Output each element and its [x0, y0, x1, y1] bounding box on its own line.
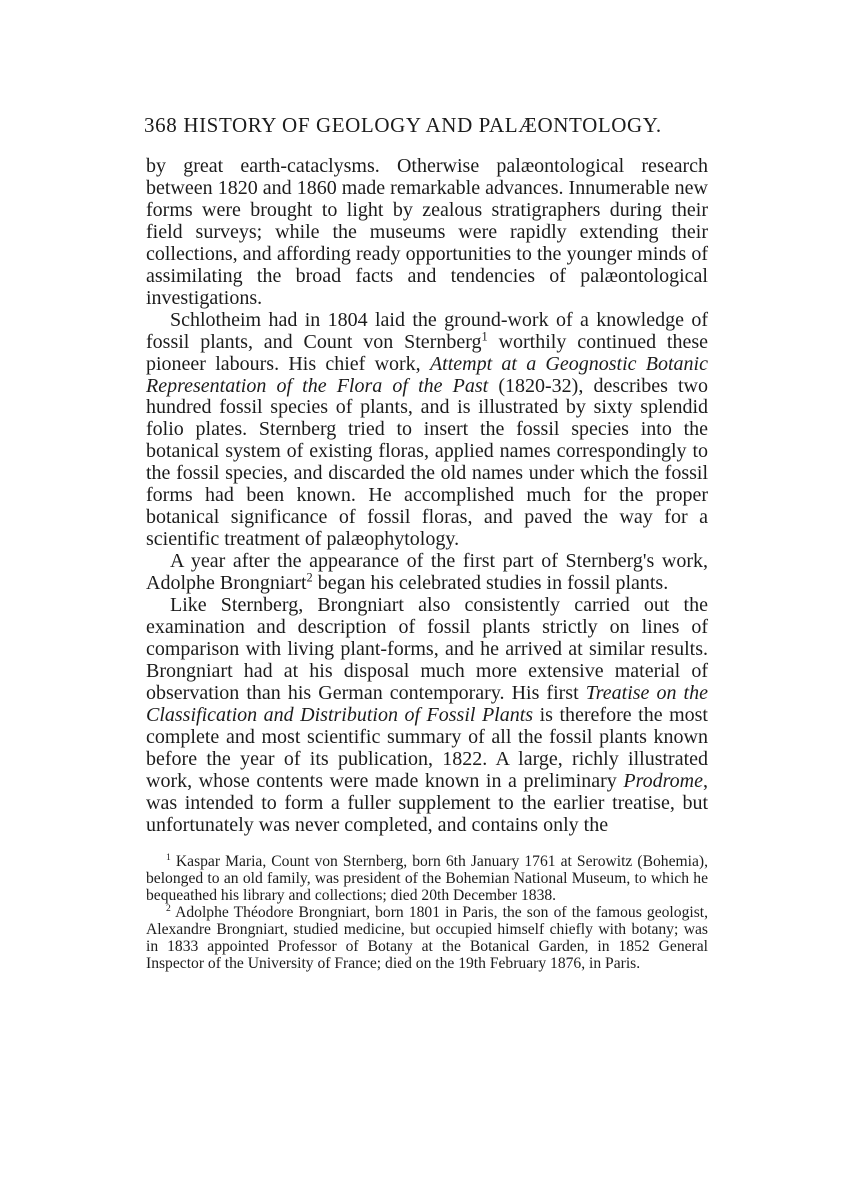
- paragraph-text: , was intended to form a fuller supplement to the earlier treatise, but unfortunately was never completed, and contains only the: [146, 769, 708, 836]
- paragraph-text: Schlotheim had in 1804 laid the ground-work of a knowledge of fossil plants, and Count von Sternberg: [146, 308, 708, 353]
- paragraph-text: Like Sternberg, Brongniart also consistently carried out the examination and description of fossil plants strictly on lines of comparison with living plant-forms, and he arrived at similar results. Brongniart had at his disposal much more extensive material of observation than his German contemporary. His first: [146, 594, 708, 704]
- paragraph-text: (1820-32), describes two hundred fossil species of plants, and is illustrated by sixty splendid folio plates. Sternberg tried to insert the fossil species into the botanical system of existing floras, applied names correspondingly to the fossil species, and discarded the old names under which the fossil forms had been known. He accomplished much for the proper botanical significance of fossil floras, and paved the way for a scientific treatment of palæophytology.: [146, 374, 708, 551]
- book-page: [146, 112, 708, 972]
- paragraph-text: began his celebrated studies in fossil plants.: [312, 572, 669, 595]
- footnotes: [146, 853, 708, 973]
- running-head: [144, 112, 708, 138]
- footnote-number: 1: [166, 851, 171, 863]
- footnote-number: 2: [166, 902, 171, 914]
- book-title: Attempt at a Geognostic Botanic Representation of the Flora of the Past: [146, 352, 708, 397]
- footnote: [146, 853, 708, 904]
- footnote-text: Kaspar Maria, Count von Sternberg, born 6th January 1761 at Serowitz (Bohemia), belonged to an old family, was president of the Bohemian National Museum, to which he bequeathed his library and collections; died 20th December 1838.: [146, 852, 708, 904]
- paragraph: [146, 595, 708, 836]
- paragraph: [146, 551, 708, 595]
- paragraph: [146, 310, 708, 551]
- paragraph-text: A year after the appearance of the first part of Sternberg's work, Adolphe Brongniart: [146, 550, 708, 595]
- running-head-title: HISTORY OF GEOLOGY AND PALÆONTOLOGY.: [183, 113, 662, 137]
- book-title: Treatise on the Classification and Distribution of Fossil Plants: [146, 681, 708, 726]
- paragraph-text: by great earth-cataclysms. Otherwise palæontological research between 1820 and 1860 made remarkable advances. Innumerable new forms were brought to light by zealous stratigraphers during their field surveys; while the museums were rapidly extending their collections, and affording ready opportunities to the younger minds of assimilating the broad facts and tendencies of palæontological investigations.: [146, 155, 708, 309]
- paragraph-text: is therefore the most complete and most scientific summary of all the fossil plants known before the year of its publication, 1822. A large, richly illustrated work, whose contents were made known in a preliminary: [146, 703, 708, 792]
- paragraph-text: worthily continued these pioneer labours. His chief work,: [146, 330, 709, 375]
- footnote-marker: 2: [306, 570, 313, 585]
- footnote: [146, 904, 708, 972]
- footnote-text: Adolphe Théodore Brongniart, born 1801 in Paris, the son of the famous geologist, Alexandre Brongniart, studied medicine, but occupied himself chiefly with botany; was in 1833 appointed Professor of Botany at the Botanical Garden, in 1852 General Inspector of the University of France; died on the 19th February 1876, in Paris.: [146, 903, 708, 973]
- book-title: Prodrome: [623, 769, 703, 792]
- footnote-marker: 1: [481, 328, 488, 343]
- page-number: 368: [144, 113, 178, 137]
- body-text: [146, 156, 708, 837]
- paragraph: [146, 156, 708, 310]
